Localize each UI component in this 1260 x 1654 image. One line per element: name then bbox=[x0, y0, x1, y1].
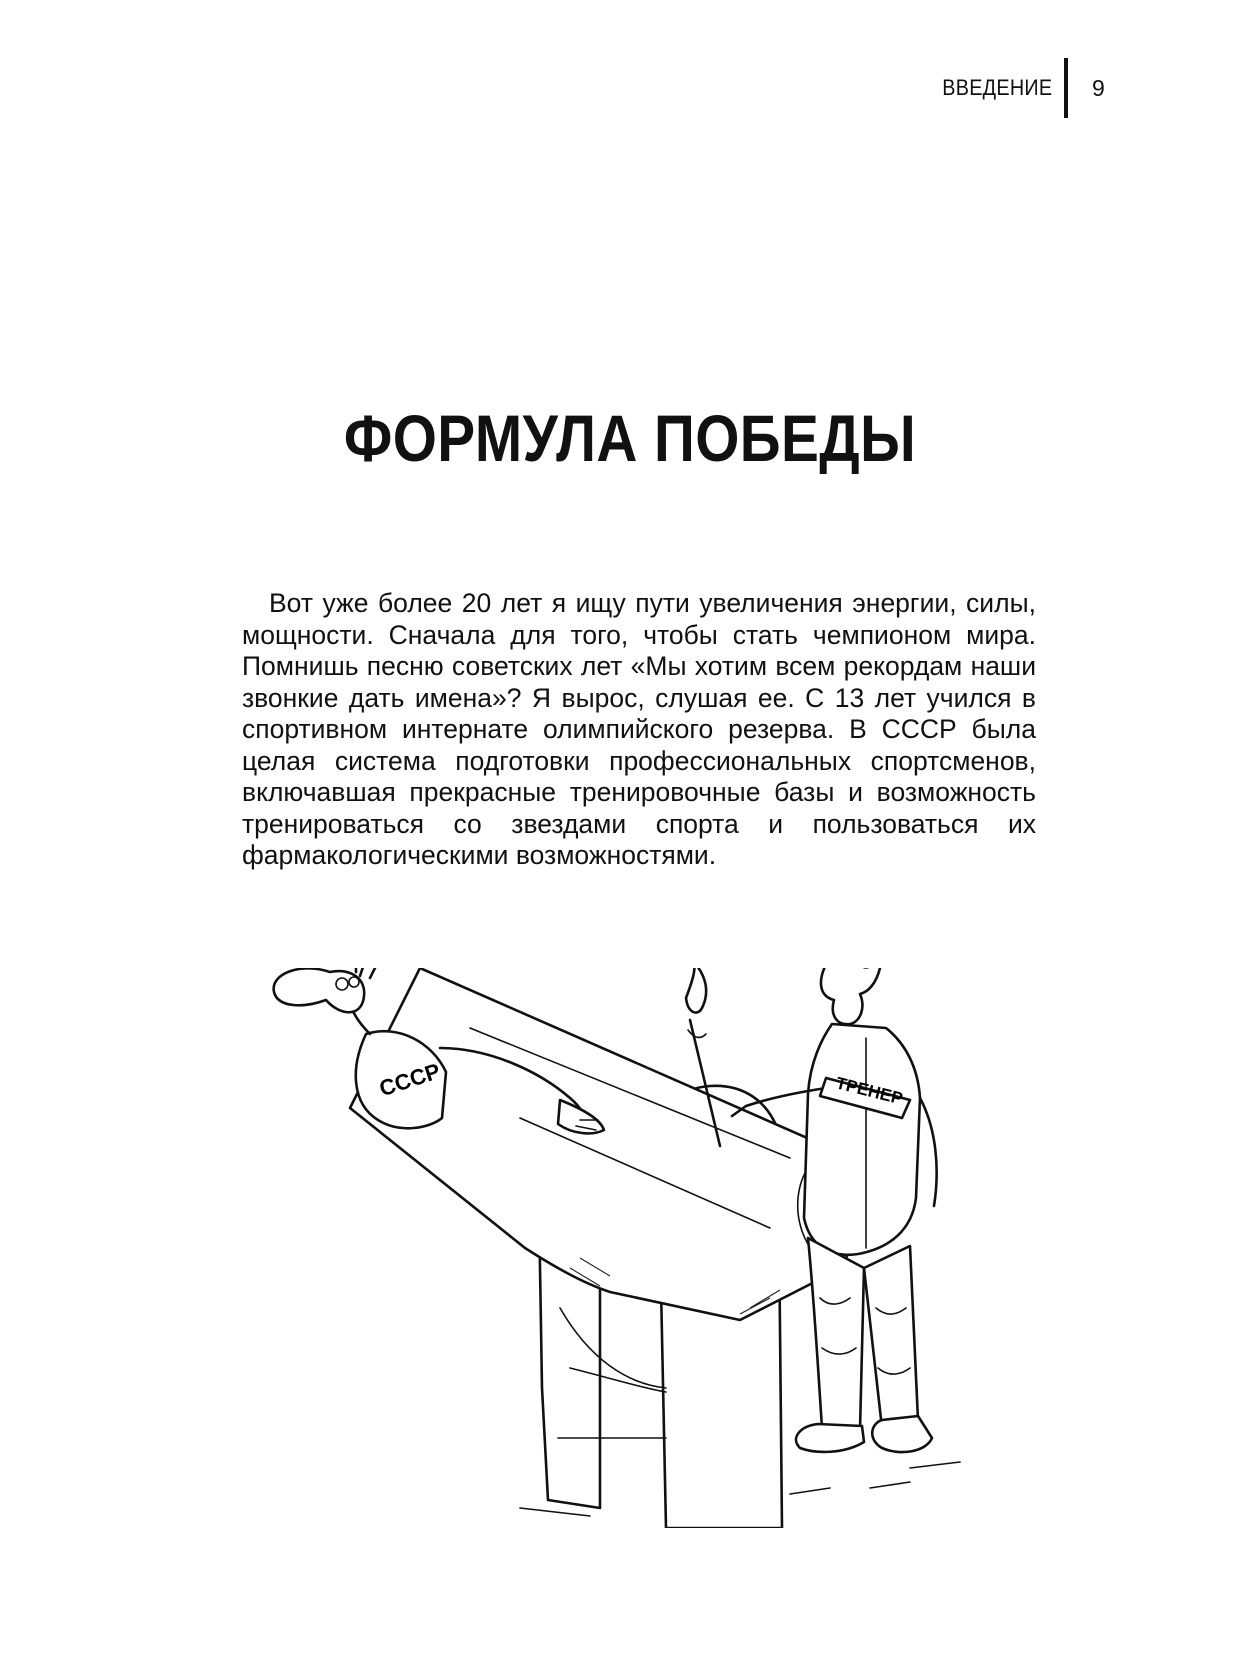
section-name: ВВЕДЕНИЕ bbox=[941, 75, 1052, 100]
coach-badge-text: ТРЕНЕР bbox=[833, 1073, 905, 1109]
header-divider bbox=[1064, 58, 1068, 118]
page-number: 9 bbox=[1092, 74, 1105, 101]
cannon-cartoon-illustration bbox=[270, 968, 990, 1528]
chapter-title: ФОРМУЛА ПОБЕДЫ bbox=[343, 401, 917, 475]
body-paragraph: Вот уже более 20 лет я ищу пути увеличения энергии, силы, мощности. Сначала для того, чтобы стать чемпионом мира. Помнишь песню советских лет «Мы хотим всем рекордам наши звонкие дать имена»? Я вырос, слушая ее. С 13 лет учился в спортивном интернате олимпийского резерва. В СССР была целая система подготовки профессиональных спортсменов, включавшая прекрасные тренировочные базы и возможность тренироваться со звездами спорта и пользоваться их фармакологическими возможностями. bbox=[242, 588, 1036, 870]
cannon-barrel bbox=[350, 968, 852, 1320]
shirt-text: СССР bbox=[376, 1058, 444, 1102]
running-head bbox=[930, 58, 1112, 118]
cartoon-drawing bbox=[270, 968, 990, 1528]
